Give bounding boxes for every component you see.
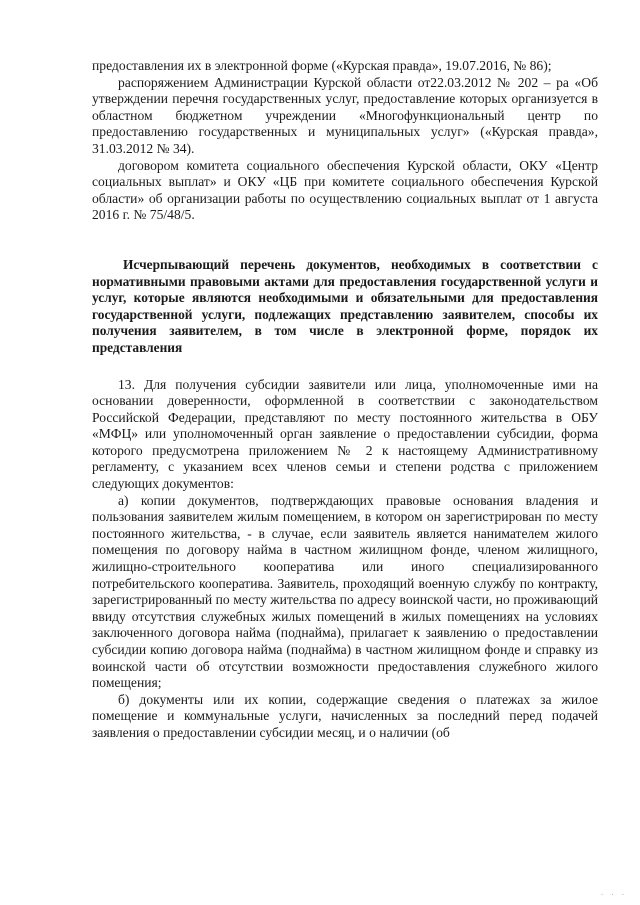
scan-mark: · · · (599, 891, 626, 899)
section-heading (92, 257, 598, 357)
act-paragraph-order-202: распоряжением Администрации Курской области от22.03.2012 № 202 – ра «Об утверждении перечня государственных услуг, предоставление которых организуется в областном бюджетном учреждении «Многофункциональный центр по предоставлению государственных и муниципальных услуг» («Курская правда», 31.03.2012 № 34). (92, 74, 598, 156)
act-paragraph-agreement: договором комитета социального обеспечения Курской области, ОКУ «Центр социальных выплат» и ОКУ «ЦБ при комитете социального обеспечения Курской области» об организации работы по осуществлению социальных выплат от 1 августа 2016 г. № 75/48/5. (92, 157, 598, 223)
section-heading-text: Исчерпывающий перечень документов, необходимых в соответствии с нормативными правовыми актами для предоставления государственной услуги и услуг, которые являются необходимыми и обязательными для предоставления государственной услуги, подлежащих представлению заявителем, способы их получения заявителем, в том числе в электронной форме, порядок их представления (92, 256, 598, 355)
clause-13-paragraph: 13. Для получения субсидии заявители или лица, уполномоченные ими на основании доверенности, оформленной в соответствии с законодательством Российской Федерации, представляют по месту постоянного жительства в ОБУ «МФЦ» или уполномоченный орган заявление о предоставлении субсидии, форма которого предусмотрена приложением № 2 к настоящему Административному регламенту, с указанием всех членов семьи и степени родства с приложением следующих документов: (92, 376, 598, 492)
item-a-paragraph: а) копии документов, подтверждающих правовые основания владения и пользования заявителем жилым помещением, в котором он зарегистрирован по месту постоянного жительства, - в случае, если заявитель является нанимателем жилого помещения по договору найма в частном жилищном фонде, членом жилищного, жилищно-строительного кооператива или иного специализированного потребительского кооператива. Заявитель, проходящий военную службу по контракту, зарегистрированный по месту жительства по адресу воинской части, но проживающий ввиду отсутствия служебных жилых помещений в жилых помещениях на условиях заключенного договора найма (поднайма), прилагает к заявлению о предоставлении субсидии копию договора найма (поднайма) в частном жилищном фонде и справку из воинской части об отсутствии возможности предоставления служебного жилого помещения; (92, 492, 598, 691)
continuation-paragraph: предоставления их в электронной форме («Курская правда», 19.07.2016, № 86); (92, 58, 552, 73)
document-page (92, 58, 598, 742)
item-b-paragraph: б) документы или их копии, содержащие сведения о платежах за жилое помещение и коммунальные услуги, начисленных за последний перед подачей заявления о предоставлении субсидии месяц, и о наличии (об (92, 691, 598, 740)
